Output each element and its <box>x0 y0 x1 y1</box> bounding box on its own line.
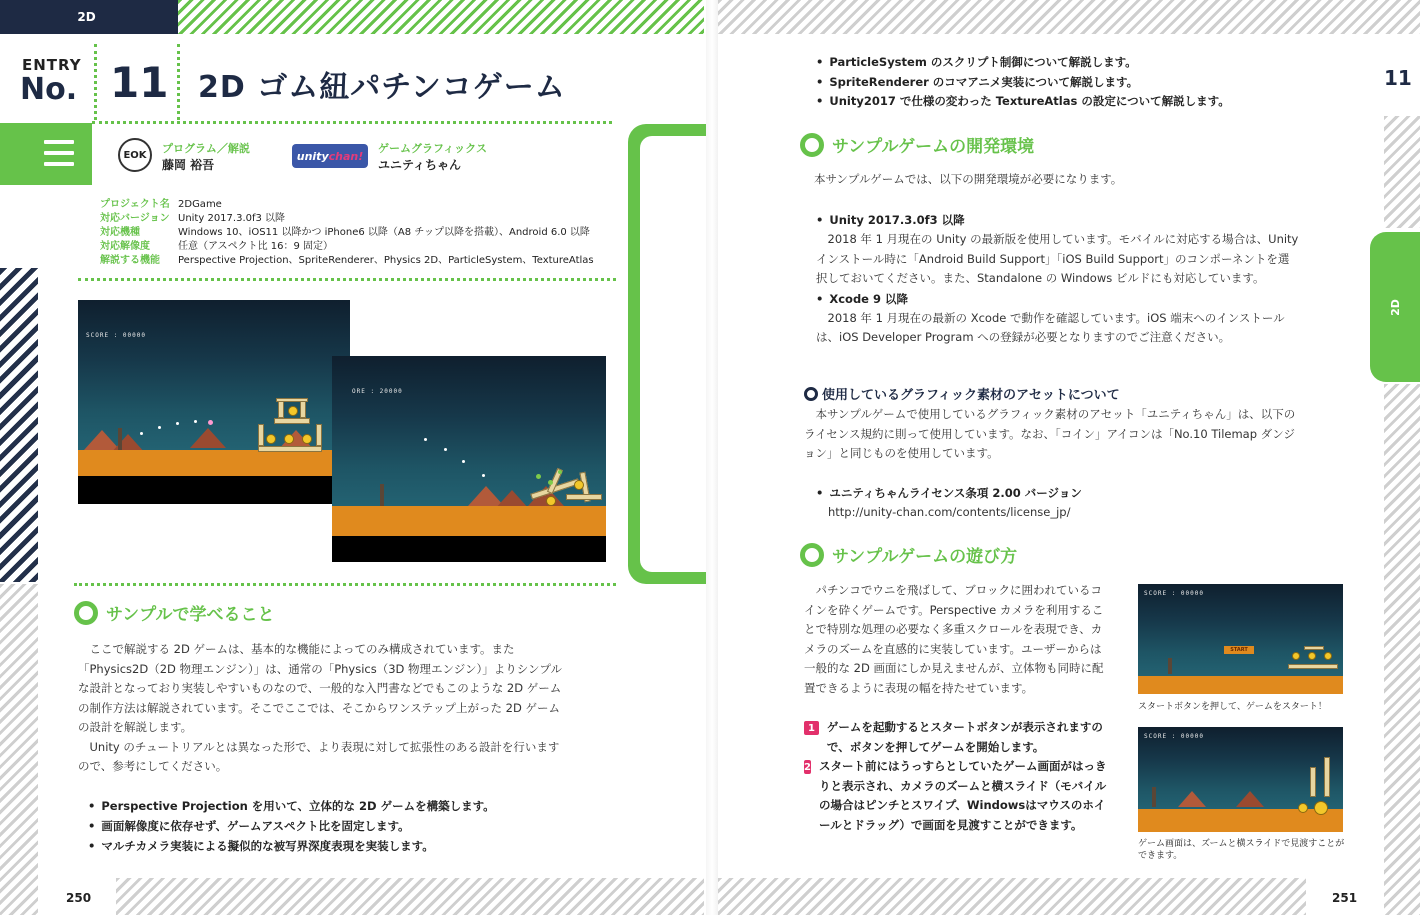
header-hatch <box>178 0 704 34</box>
info-key: 対応解像度 <box>100 241 150 252</box>
game-thumbnail <box>1138 727 1343 832</box>
info-value: Windows 10、iOS11 以降かつ iPhone6 以降（A8 チップ以降を搭載）、Android 6.0 以降 <box>178 227 590 238</box>
env-item-title: • Unity 2017.3.0f3 以降 <box>816 210 1300 230</box>
step-item <box>804 757 1110 835</box>
asset-text: 本サンプルゲームで使用しているグラフィック素材のアセット「ユニティちゃん」は、以下のライセンス規約に則って使用しています。なお、「コイン」アイコンは「No.10 Tilemap ダンジョン」と同じものを使用しています。 <box>804 407 1296 460</box>
entry-label: ENTRY <box>22 56 82 74</box>
info-value: Unity 2017.3.0f3 以降 <box>178 213 286 224</box>
author-avatar-icon: EOK <box>118 138 152 172</box>
game-screenshot <box>332 356 606 562</box>
list-item: • Unity2017 で仕様の変わった TextureAtlas の設定について解説します。 <box>816 92 1356 112</box>
license-link[interactable]: http://unity-chan.com/contents/license_jp/ <box>828 505 1071 519</box>
side-hatch <box>1384 116 1420 228</box>
step-badge: 2 <box>804 761 811 773</box>
paragraph: Unity のチュートリアルとは異なった形で、より表現に対して拡張性のある設計を行いますので、参考にしてください。 <box>78 739 560 773</box>
section-heading-text: サンプルゲームの開発環境 <box>832 137 1035 157</box>
list-item: • 画面解像度に依存せず、ゲームアスペクト比を固定します。 <box>88 816 608 836</box>
info-value: 2DGame <box>178 199 222 210</box>
side-hatch <box>0 584 38 915</box>
credit-programmer <box>162 140 250 173</box>
divider <box>78 278 616 281</box>
step-badge: 1 <box>804 721 819 735</box>
credit-graphics <box>378 140 487 173</box>
list-item: • マルチカメラ実装による擬似的な被写界深度表現を実装します。 <box>88 836 608 856</box>
ring-icon <box>800 133 824 157</box>
divider <box>177 44 180 120</box>
info-row <box>100 226 594 240</box>
play-text: パチンコでウニを飛ばして、ブロックに囲われているコインを砕くゲームです。Perspective カメラを利用することで特別な処理の必要なく多重スクロールを表現でき、カメラのズームを直感的に実装しています。ユーザーからは一般的な 2D 画面にしか見えませんが、立体物も同時に配置できるように表現の幅を持たせています。 <box>804 583 1104 695</box>
credit-label: プログラム／解説 <box>162 142 250 155</box>
side-hatch <box>0 268 38 582</box>
menu-icon <box>44 140 74 166</box>
subsection-heading-text: 使用しているグラフィック素材のアセットについて <box>822 388 1120 403</box>
page-number: 250 <box>66 891 92 905</box>
info-value: 任意（アスペクト比 16：9 固定） <box>178 241 334 252</box>
env-item-text: 2018 年 1 月現在の最新の Xcode で動作を確認しています。iOS 端末へのインストールは、iOS Developer Program への登録が必要となりますのでご注意ください。 <box>816 310 1285 344</box>
steps-list <box>804 718 1110 835</box>
feature-list-continued <box>816 53 1356 112</box>
env-intro: 本サンプルゲームでは、以下の開発環境が必要になります。 <box>814 172 1123 186</box>
credit-name: ユニティちゃん <box>378 158 462 172</box>
info-key: 対応機種 <box>100 227 140 238</box>
subsection-heading <box>804 384 1120 403</box>
score-text: SCORE : 00000 <box>86 332 146 339</box>
score-text: ORE : 20000 <box>352 388 403 395</box>
info-row <box>100 198 594 212</box>
step-text: ゲームを起動するとスタートボタンが表示されますので、ボタンを押してゲームを開始します。 <box>826 720 1103 754</box>
list-item: • Perspective Projection を用いて、立体的な 2D ゲームを構築します。 <box>88 796 608 816</box>
feature-list <box>88 796 608 856</box>
list-item: • ユニティちゃんライセンス条項 2.00 バージョン <box>816 483 1296 503</box>
entry-no-label: No. <box>20 72 78 107</box>
section-heading <box>74 600 274 625</box>
thumbnail-caption: ゲーム画面は、ズームと横スライドで見渡すことができます。 <box>1138 839 1345 861</box>
score-text: SCORE : 00000 <box>1144 590 1204 597</box>
list-item <box>816 289 1300 309</box>
info-key: 解説する機能 <box>100 255 160 266</box>
credit-label: ゲームグラフィックス <box>378 142 488 155</box>
credit-name: 藤岡 裕吾 <box>162 158 215 172</box>
env-item-title: • Xcode 9 以降 <box>816 289 1300 309</box>
chapter-side-tab-label: 2D <box>1388 298 1402 316</box>
chapter-tab <box>0 0 178 34</box>
info-value: Perspective Projection、SpriteRenderer、Physics 2D、ParticleSystem、TextureAtlas <box>178 255 594 266</box>
footer-hatch <box>718 878 1306 915</box>
info-row <box>100 212 594 226</box>
side-hatch <box>1384 384 1420 915</box>
section-heading <box>800 542 1017 567</box>
ring-icon <box>74 601 98 625</box>
list-item: • ParticleSystem のスクリプト制御について解説します。 <box>816 53 1356 73</box>
logo-text: unity <box>296 149 329 163</box>
green-frame-inner <box>640 136 706 572</box>
section-heading-text: サンプルで学べること <box>106 605 275 625</box>
list-item <box>816 210 1300 230</box>
page-gutter <box>706 0 718 915</box>
thumbnail-caption: スタートボタンを押して、ゲームをスタート！ <box>1138 702 1327 712</box>
ring-icon <box>804 387 818 401</box>
step-text: スタート前にはうっすらとしていたゲーム画面がはっきりと表示され、カメラのズームと横スライド（モバイルの場合はピンチとスワイプ、Windowsはマウスのホイールとドラッグ）で画面を見渡すことができます。 <box>818 759 1107 832</box>
chapter-tab-label: 2D <box>77 10 96 24</box>
start-button: START <box>1224 646 1254 654</box>
divider <box>92 121 612 124</box>
footer-hatch <box>116 878 704 915</box>
env-list <box>816 210 1300 348</box>
header-hatch <box>718 0 1420 34</box>
logo-text-accent: chan! <box>328 149 364 163</box>
entry-number: 11 <box>1384 66 1412 90</box>
info-key: プロジェクト名 <box>100 199 170 210</box>
license-list <box>816 483 1296 503</box>
info-key: 対応バージョン <box>100 213 170 224</box>
body-text <box>78 640 570 777</box>
page-title: 2D ゴム紐パチンコゲーム <box>198 70 566 105</box>
list-item: • SpriteRenderer のコマアニメ実装について解説します。 <box>816 73 1356 93</box>
section-heading-text: サンプルゲームの遊び方 <box>832 547 1018 567</box>
game-screenshot <box>78 300 350 504</box>
step-item <box>804 718 1110 757</box>
env-item-text: 2018 年 1 月現在の Unity の最新版を使用しています。モバイルに対応する場合は、Unity インストール時に「Android Build Support」「iOS Build Support」のコンポーネントを選択しておいてください。また、Standalone の Windows ビルドにも対応しています。 <box>816 232 1299 285</box>
divider <box>74 583 616 586</box>
score-text: SCORE : 00000 <box>1144 733 1204 740</box>
page-number: 251 <box>1332 891 1358 905</box>
entry-number: 11 <box>110 58 169 107</box>
section-heading <box>800 132 1034 157</box>
project-info-table <box>100 198 594 268</box>
ring-icon <box>800 543 824 567</box>
unity-chan-logo <box>292 144 368 168</box>
info-row <box>100 240 594 254</box>
paragraph: ここで解説する 2D ゲームは、基本的な機能によってのみ構成されています。また「Physics2D（2D 物理エンジン）」は、通常の「Physics（3D 物理エンジン）」よりシンプルな設計となっており実装しやすいものなので、一般的な入門書などでもこのような 2D ゲームの制作方法は解説されています。そこでここでは、そこからワンステップ上がった 2D ゲームの設計を解説します。 <box>78 642 562 734</box>
chapter-side-tab <box>1370 232 1420 382</box>
game-thumbnail <box>1138 584 1343 694</box>
info-row <box>100 254 594 268</box>
divider <box>94 44 97 120</box>
